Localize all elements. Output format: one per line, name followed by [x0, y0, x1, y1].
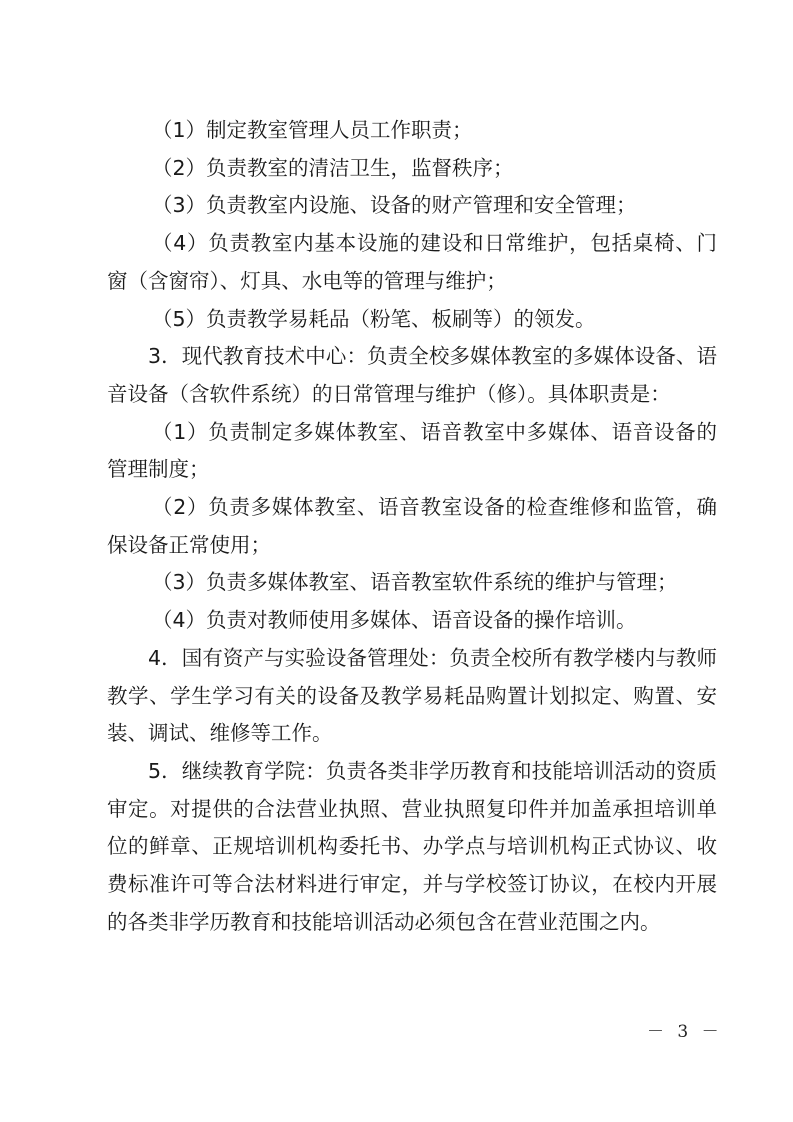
paragraph-duty-2: （2）负责教室的清洁卫生，监督秩序； [152, 155, 514, 180]
paragraph-section-5: 5．继续教育学院：负责各类非学历教育和技能培训活动的资质审定。对提供的合法营业执照、营业执照复印件并加盖承担培训单位的鲜章、正规培训机构委托书、办学点与培训机构正式协议、收费标准许可等合法材料进行审定，并与学校签订协议，在校内开展的各类非学历教育和技能培训活动必须包含在营业范围之内。 [107, 758, 717, 934]
document-body [107, 112, 717, 941]
paragraph-section-3-duty-2: （2）负责多媒体教室、语音教室设备的检查维修和监管，确保设备正常使用； [107, 495, 717, 557]
paragraph-section-3-duty-1: （1）负责制定多媒体教室、语音教室中多媒体、语音设备的管理制度； [107, 419, 717, 482]
page-number: － 3 － [647, 1022, 723, 1042]
paragraph-duty-1: （1）制定教室管理人员工作职责； [152, 118, 473, 142]
paragraph-duty-3: （3）负责教室内设施、设备的财产管理和安全管理； [152, 193, 637, 218]
paragraph-section-3-duty-3: （3）负责多媒体教室、语音教室软件系统的维护与管理； [152, 570, 678, 595]
paragraph-section-4: 4．国有资产与实验设备管理处：负责全校所有教学楼内与教师教学、学生学习有关的设备及教学易耗品购置计划拟定、购置、安装、调试、维修等工作。 [107, 645, 717, 746]
paragraph-section-3-duty-4: （4）负责对教师使用多媒体、语音设备的操作培训。 [152, 608, 637, 633]
paragraph-section-3: 3．现代教育技术中心：负责全校多媒体教室的多媒体设备、语音设备（含软件系统）的日常管理与维护（修）。具体职责是： [107, 344, 717, 406]
paragraph-duty-4: （4）负责教室内基本设施的建设和日常维护，包括桌椅、门窗（含窗帘）、灯具、水电等的管理与维护； [107, 231, 717, 293]
paragraph-duty-5: （5）负责教学易耗品（粉笔、板刷等）的领发。 [152, 306, 596, 331]
